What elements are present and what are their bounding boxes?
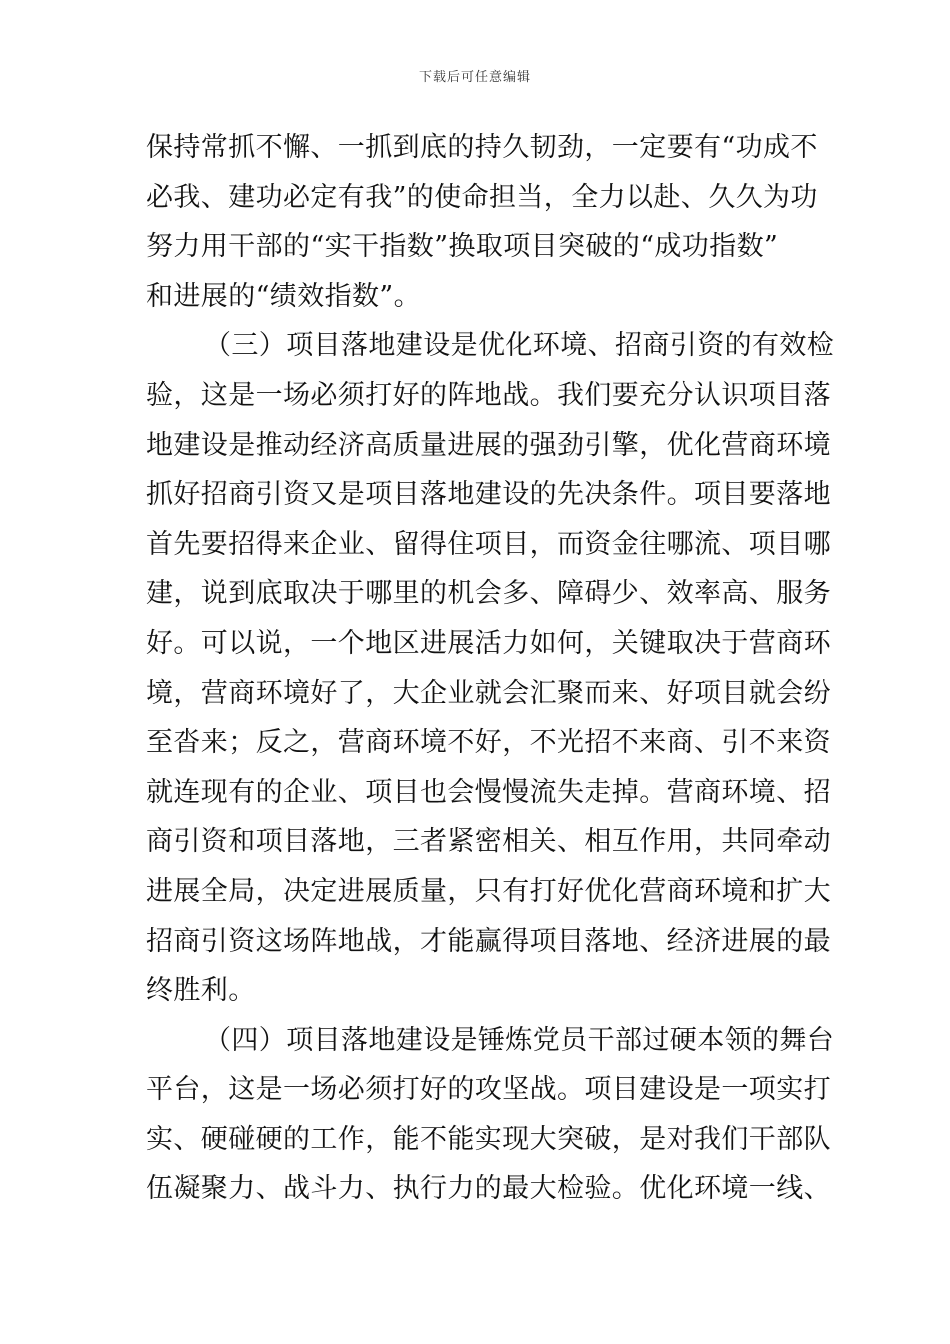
page-header: 下载后可任意编辑 <box>418 70 531 85</box>
text-line: 就连现有的企业、项目也会慢慢流失走掉。营商环境、招 <box>146 776 831 808</box>
document-body <box>146 123 835 1214</box>
text-line: 商引资和项目落地，三者紧密相关、相互作用，共同牵动 <box>146 826 831 858</box>
text-line: 验，这是一场必须打好的阵地战。我们要充分认识项目落 <box>146 379 831 411</box>
paragraph-start-line: （三）项目落地建设是优化环境、招商引资的有效检 <box>204 330 835 362</box>
text-line: 抓好招商引资又是项目落地建设的先决条件。项目要落地 <box>146 479 831 511</box>
text-line: 首先要招得来企业、留得住项目，而资金往哪流、项目哪 <box>146 528 831 560</box>
text-line: 必我、建功必定有我”的使命担当，全力以赴、久久为功 <box>146 181 818 213</box>
text-line: 和进展的“绩效指数”。 <box>146 280 422 312</box>
text-line: 平台，这是一场必须打好的攻坚战。项目建设是一项实打 <box>146 1074 831 1106</box>
text-line: 建，说到底取决于哪里的机会多、障碍少、效率高、服务 <box>146 578 831 610</box>
text-line: 保持常抓不懈、一抓到底的持久韧劲，一定要有“功成不 <box>146 132 818 163</box>
paragraph-start-line: （四）项目落地建设是锤炼党员干部过硬本领的舞台 <box>204 1024 835 1056</box>
text-line: 进展全局，决定进展质量，只有打好优化营商环境和扩大 <box>146 875 831 907</box>
text-line: 努力用干部的“实干指数”换取项目突破的“成功指数” <box>146 231 779 263</box>
text-line: 好。可以说，一个地区进展活力如何，关键取决于营商环 <box>146 627 831 659</box>
text-line: 招商引资这场阵地战，才能赢得项目落地、经济进展的最 <box>146 925 831 957</box>
text-line: 终胜利。 <box>146 975 256 1007</box>
text-line: 实、硬碰硬的工作，能不能实现大突破，是对我们干部队 <box>146 1123 831 1155</box>
text-line: 地建设是推动经济高质量进展的强劲引擎，优化营商环境 <box>146 429 831 461</box>
text-line: 伍凝聚力、战斗力、执行力的最大检验。优化环境一线、 <box>146 1173 831 1205</box>
text-line: 境，营商环境好了，大企业就会汇聚而来、好项目就会纷 <box>146 677 831 709</box>
text-line: 至沓来；反之，营商环境不好，不光招不来商、引不来资 <box>146 727 831 759</box>
